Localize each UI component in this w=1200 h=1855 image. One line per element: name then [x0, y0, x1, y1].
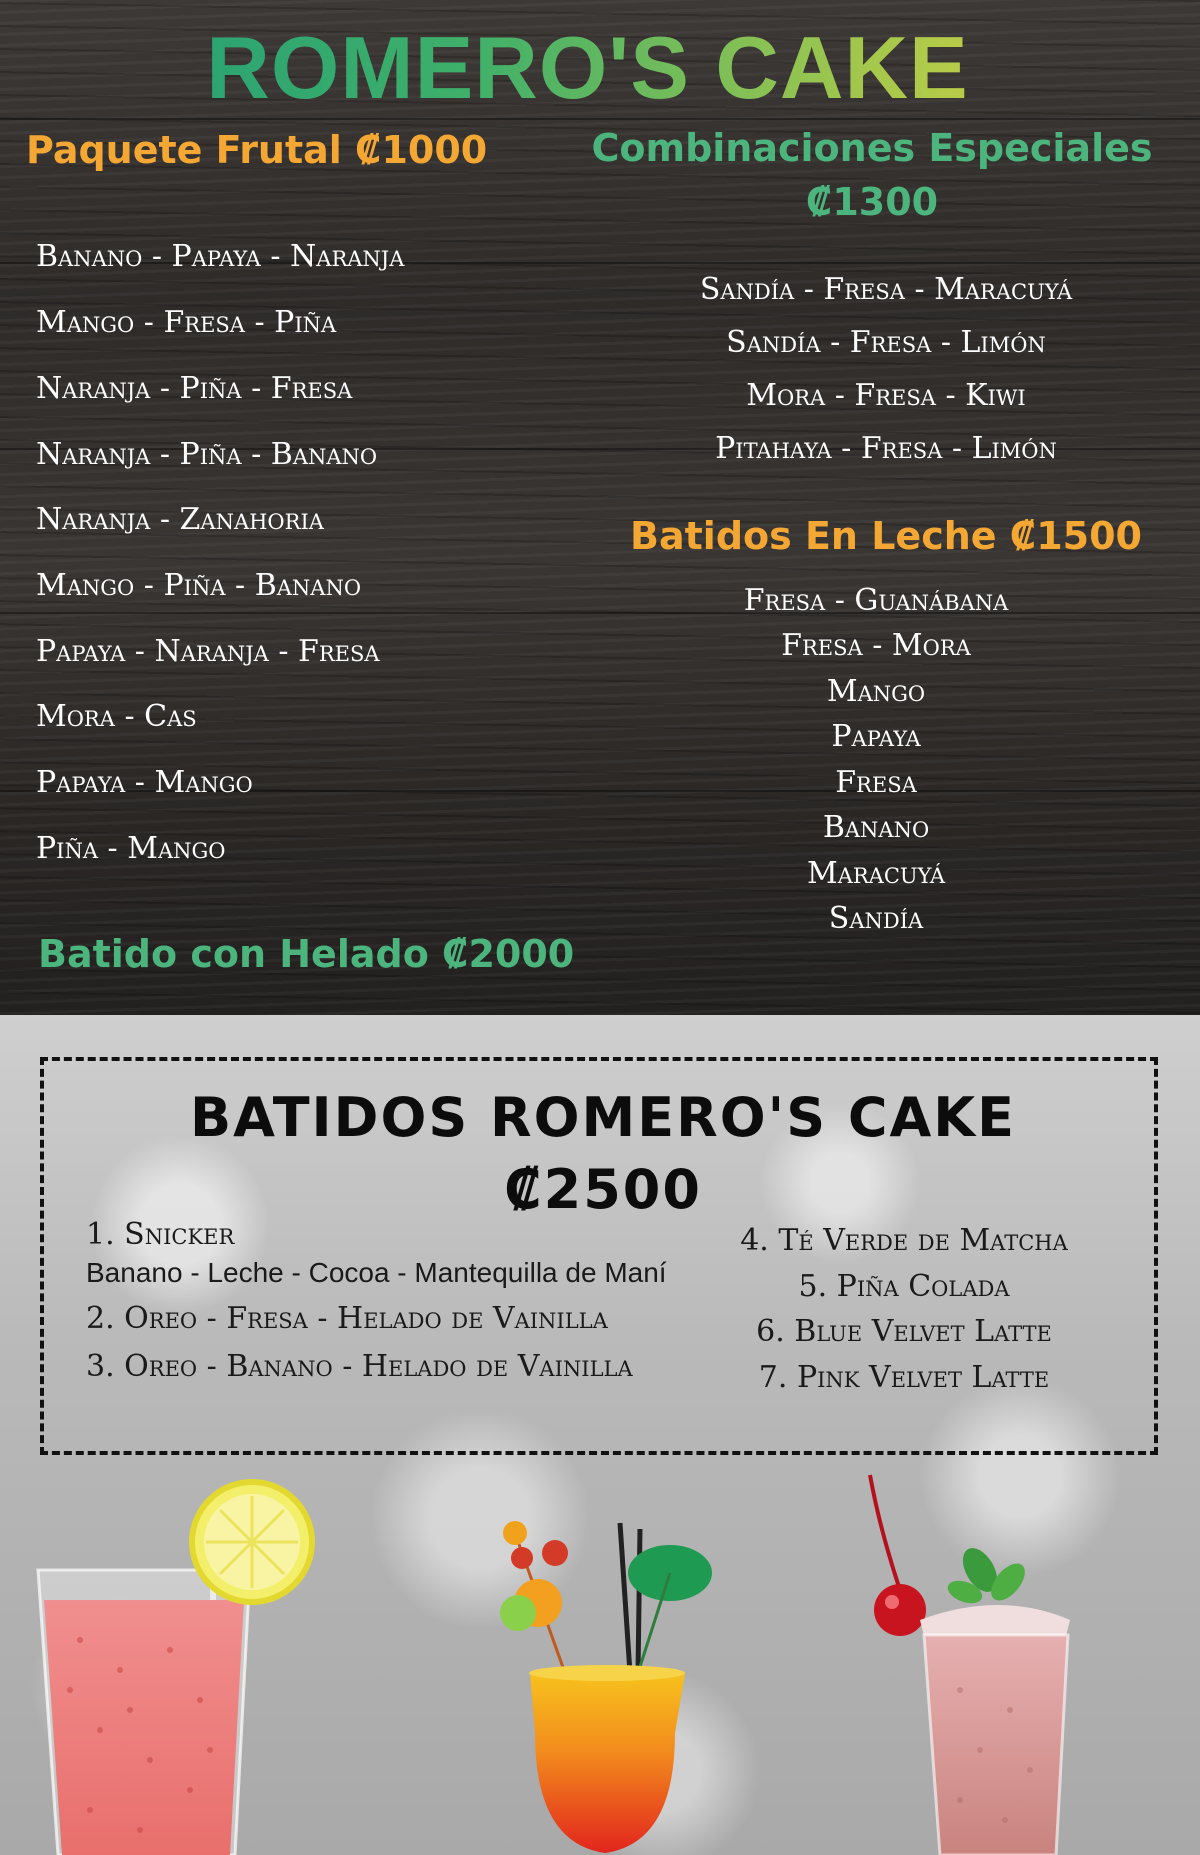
- list-item: 1. Snicker: [86, 1217, 235, 1252]
- list-item: Papaya - Mango: [36, 765, 253, 800]
- combinaciones-heading-line1: Combinaciones Especiales: [591, 126, 1153, 170]
- batido-helado-heading: Batido con Helado ₡2000: [38, 932, 575, 976]
- list-item: Maracuyá: [806, 856, 946, 891]
- list-item: Mango: [826, 674, 926, 709]
- list-item: Naranja - Piña - Fresa: [36, 371, 353, 406]
- list-item: Sandía - Fresa - Maracuyá: [699, 272, 1073, 307]
- paquete-frutal-heading: Paquete Frutal ₡1000: [26, 128, 488, 172]
- menu-bottom-panel: [0, 1015, 1200, 1855]
- list-item: Banano - Papaya - Naranja: [36, 239, 405, 274]
- list-item: Fresa - Mora: [781, 628, 971, 663]
- list-item: 2. Oreo - Fresa - Helado de Vainilla: [86, 1301, 608, 1336]
- list-item: 5. Piña Colada: [798, 1269, 1010, 1304]
- batidos-romero-box: [40, 1057, 1158, 1455]
- strawberry-juice-icon: [30, 1470, 330, 1855]
- batidos-romero-price: ₡2500: [504, 1158, 702, 1221]
- list-item: Fresa: [835, 765, 917, 800]
- list-item: Papaya: [831, 719, 921, 754]
- list-item: Mango - Fresa - Piña: [36, 305, 337, 340]
- cocktail-icon: [480, 1503, 740, 1855]
- list-item: Banano: [822, 810, 930, 845]
- list-item: Mora - Fresa - Kiwi: [746, 378, 1026, 413]
- list-item: Sandía - Fresa - Limón: [726, 325, 1046, 360]
- list-item: 3. Oreo - Banano - Helado de Vainilla: [86, 1349, 633, 1384]
- batidos-romero-heading: BATIDOS ROMERO'S CAKE: [189, 1086, 1017, 1149]
- wood-plank-line: [0, 118, 1200, 120]
- list-item: Mora - Cas: [36, 699, 197, 734]
- milkshake-icon: [860, 1470, 1120, 1855]
- list-item: Piña - Mango: [36, 831, 226, 866]
- list-item: Fresa - Guanábana: [743, 583, 1009, 618]
- list-item: Naranja - Piña - Banano: [36, 437, 378, 472]
- list-item: Papaya - Naranja - Fresa: [36, 634, 380, 669]
- list-item: Mango - Piña - Banano: [36, 568, 362, 603]
- batidos-leche-heading: Batidos En Leche ₡1500: [630, 514, 1142, 558]
- list-item: Sandía: [828, 901, 924, 936]
- list-item: Pitahaya - Fresa - Limón: [715, 431, 1057, 466]
- list-item: Naranja - Zanahoria: [36, 502, 324, 537]
- list-item: 7. Pink Velvet Latte: [758, 1360, 1050, 1395]
- combinaciones-heading-price: ₡1300: [805, 180, 939, 224]
- list-item: 4. Té Verde de Matcha: [740, 1223, 1068, 1258]
- list-item: 6. Blue Velvet Latte: [756, 1314, 1052, 1349]
- list-item-description: Banano - Leche - Cocoa - Mantequilla de Maní: [86, 1257, 667, 1288]
- page-title: ROMERO'S CAKE: [0, 18, 1175, 118]
